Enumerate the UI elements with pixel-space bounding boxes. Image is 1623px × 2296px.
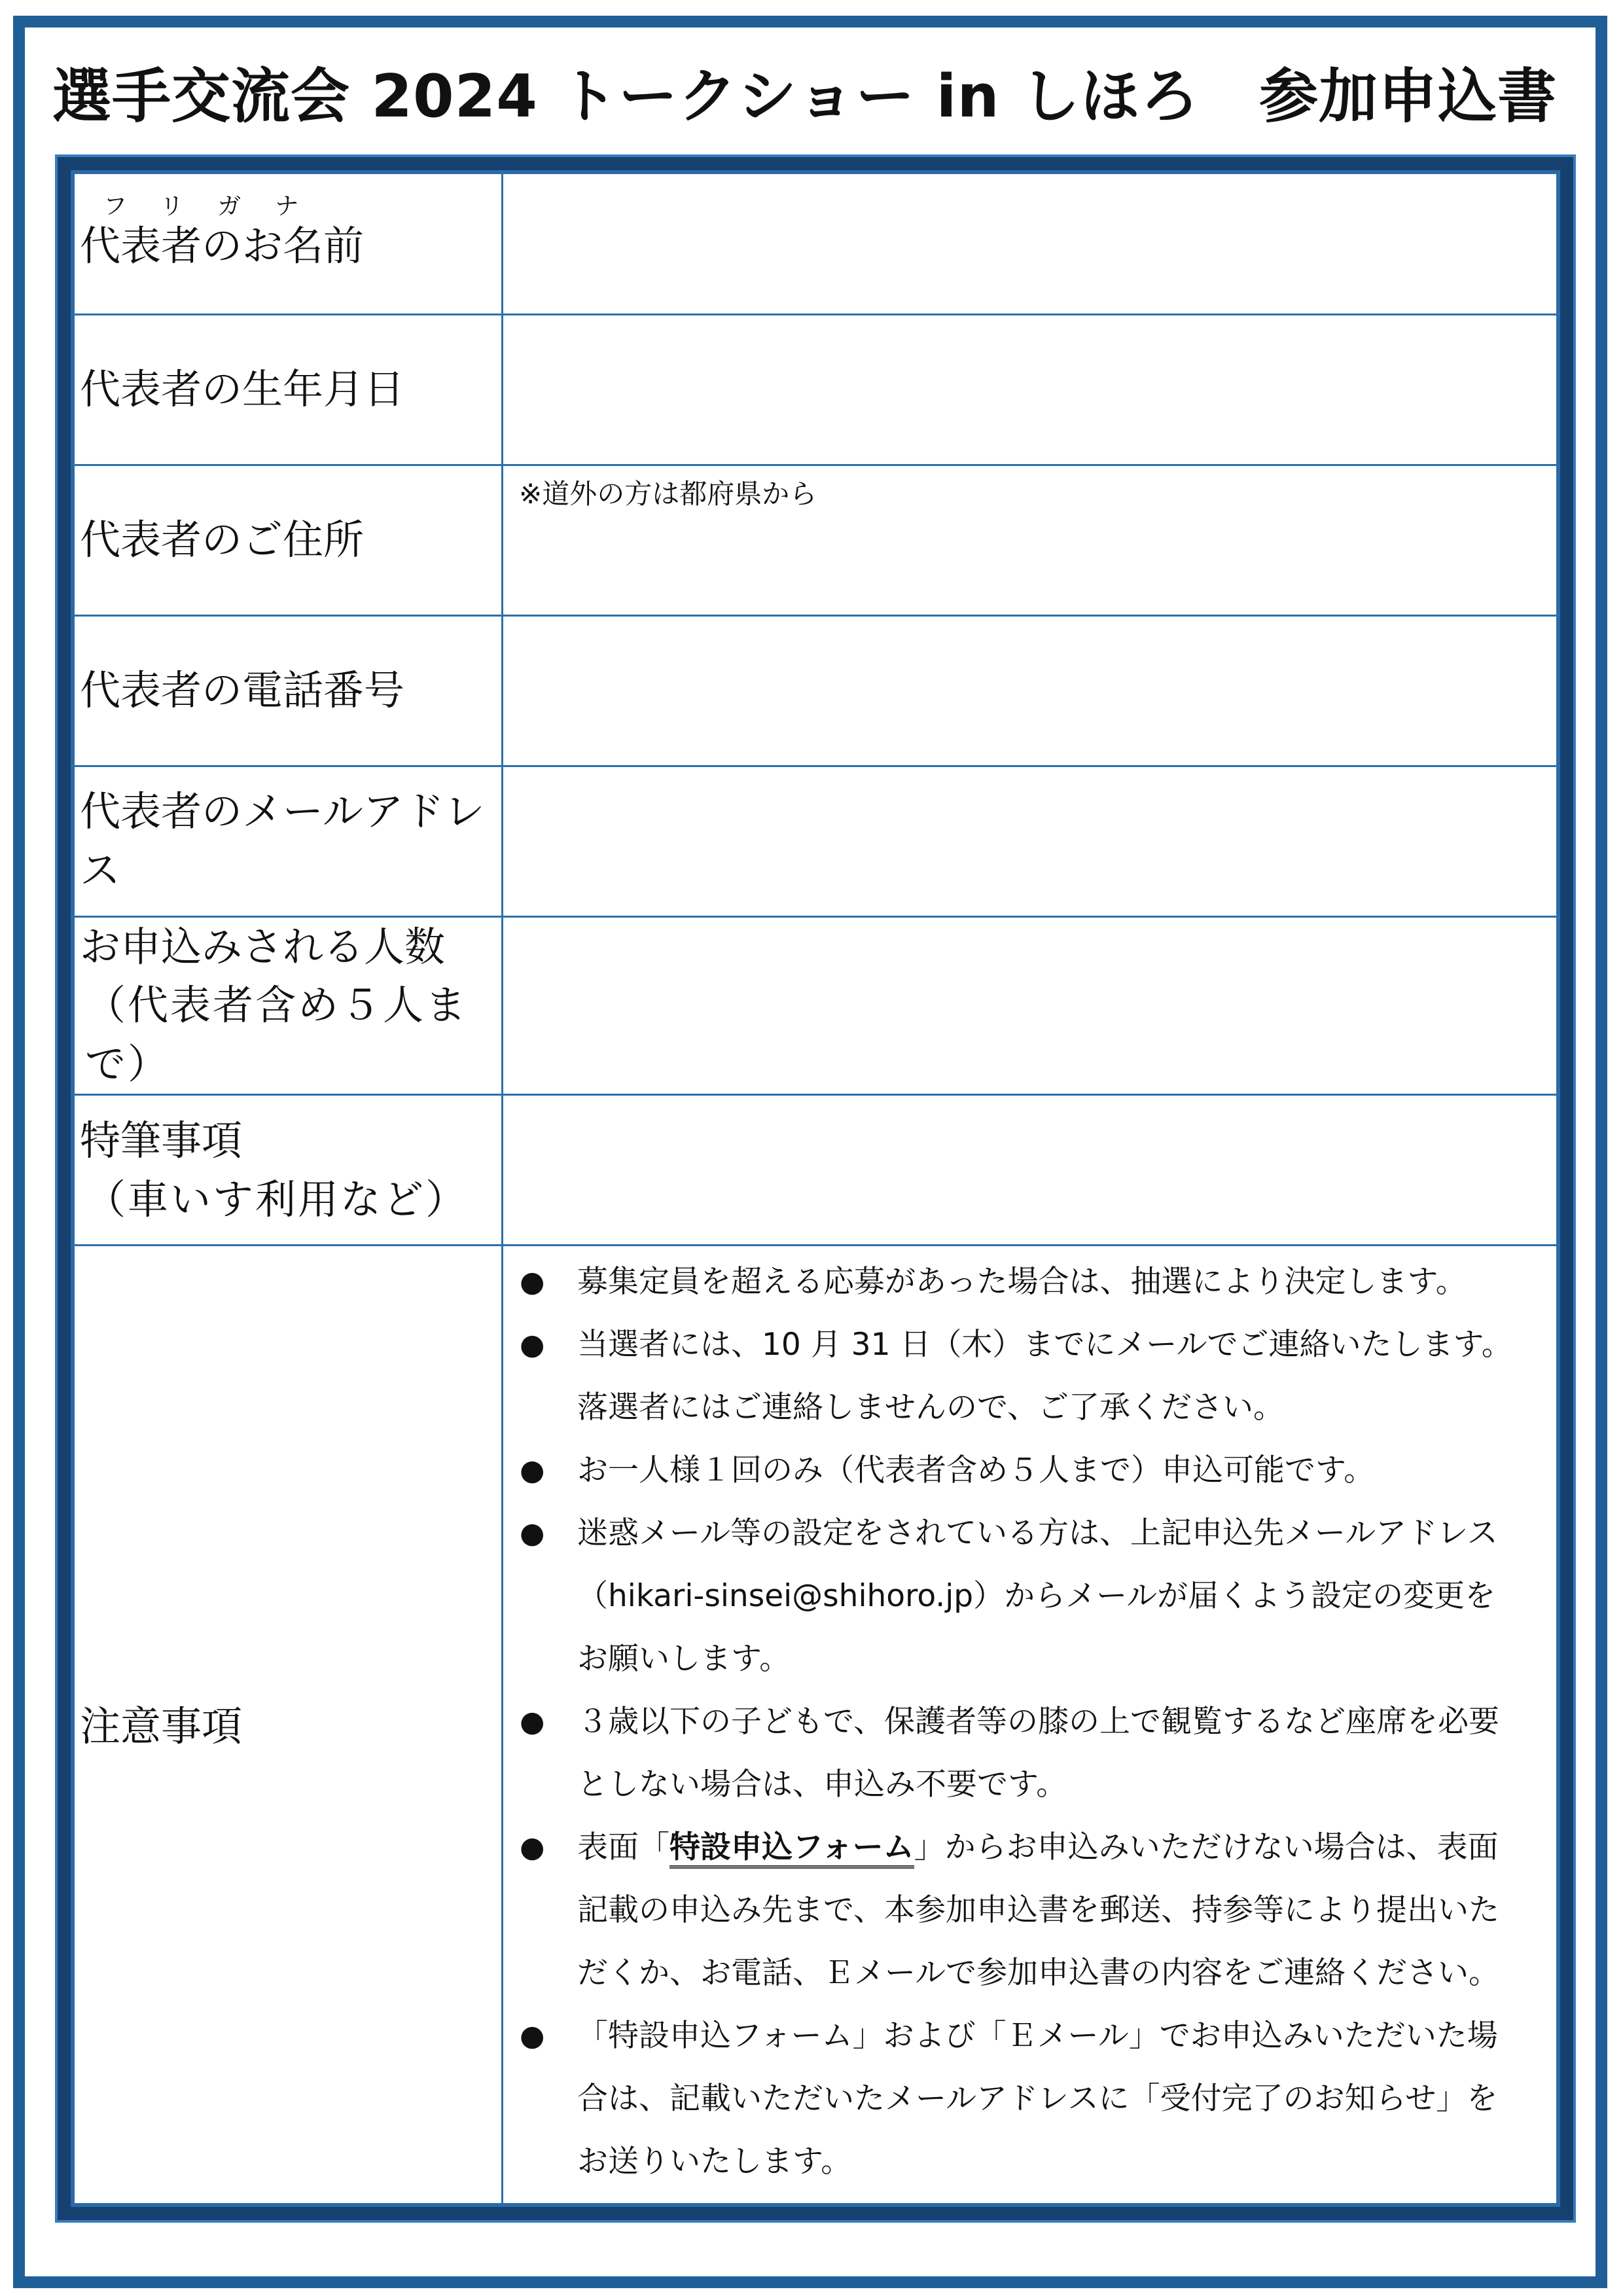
email-input-cell[interactable] xyxy=(503,766,1567,916)
participants-input-cell[interactable] xyxy=(503,916,1567,1095)
note-prefix: 表面「 xyxy=(577,1829,669,1866)
bullet-icon: ● xyxy=(520,2019,545,2053)
note-text: （hikari-sinsei@shihoro.jp）からメールが届くよう設定の変更を xyxy=(577,1578,1496,1615)
notes-label: 注意事項 xyxy=(64,1246,503,2214)
name-label: 代表者のお名前 xyxy=(80,222,365,270)
name-input-cell[interactable] xyxy=(503,164,1567,314)
bullet-icon: ● xyxy=(520,1265,545,1299)
notes-list xyxy=(504,1247,1560,2206)
note-text: 「特設申込フォーム」および「Ｅメール」でお申込みいただいた場 xyxy=(577,2018,1498,2054)
special-notes-row xyxy=(64,1095,1567,1246)
bullet-icon: ● xyxy=(520,1705,545,1739)
note-text: 当選者には、10 月 31 日（木）までにメールでご連絡いたします。 xyxy=(577,1327,1512,1363)
application-form-table xyxy=(58,157,1573,2220)
special-notes-sublabel: （車いす利用など） xyxy=(85,1175,469,1223)
address-input-cell[interactable] xyxy=(503,465,1567,615)
special-notes-label-cell xyxy=(64,1095,503,1246)
special-form-link[interactable]: 特設申込フォーム xyxy=(669,1829,914,1869)
note-text: 募集定員を超える応募があった場合は、抽選により決定します。 xyxy=(577,1264,1467,1300)
participants-sublabel: （代表者含め５人まで） xyxy=(85,981,469,1088)
note-item xyxy=(520,1502,1544,1691)
note-item xyxy=(520,1816,1544,2005)
note-text xyxy=(577,1816,1544,1879)
note-text: お願いします。 xyxy=(577,1641,791,1677)
phone-label: 代表者の電話番号 xyxy=(64,615,503,766)
bullet-icon: ● xyxy=(520,1831,545,1865)
note-item xyxy=(520,2005,1544,2193)
note-text: としない場合は、申込み不要です。 xyxy=(577,1767,1067,1803)
note-item xyxy=(520,1439,1544,1502)
address-row xyxy=(64,465,1567,615)
phone-input-cell[interactable] xyxy=(503,615,1567,766)
note-text: 落選者にはご連絡しませんので、ご了承ください。 xyxy=(577,1390,1285,1426)
notes-content-cell xyxy=(503,1246,1567,2214)
document-title: 選手交流会 2024 トークショー in しほろ 参加申込書 xyxy=(52,62,1557,131)
note-suffix: 」からお申込みいただけない場合は、表面 xyxy=(914,1829,1499,1866)
address-hint: ※道外の方は都府県から xyxy=(519,477,817,510)
phone-row xyxy=(64,615,1567,766)
birthdate-row xyxy=(64,314,1567,465)
birthdate-label: 代表者の生年月日 xyxy=(64,314,503,465)
name-row xyxy=(64,164,1567,314)
note-item xyxy=(520,1691,1544,1816)
note-text: 合は、記載いただいたメールアドレスに「受付完了のお知らせ」を xyxy=(577,2081,1498,2117)
furigana-label: フリガナ xyxy=(103,193,333,221)
special-notes-label: 特筆事項 xyxy=(80,1116,243,1164)
note-text: だくか、お電話、Ｅメールで参加申込書の内容をご連絡ください。 xyxy=(577,1955,1500,1992)
participants-row xyxy=(64,916,1567,1095)
note-text: 記載の申込み先まで、本参加申込書を郵送、持参等により提出いた xyxy=(577,1892,1500,1929)
special-notes-input-cell[interactable] xyxy=(503,1095,1567,1246)
name-label-cell xyxy=(64,164,503,314)
note-text: ３歳以下の子どもで、保護者等の膝の上で観覧するなど座席を必要 xyxy=(577,1704,1500,1740)
bullet-icon: ● xyxy=(520,1516,545,1551)
notes-row xyxy=(64,1246,1567,2214)
note-text: 迷惑メール等の設定をされている方は、上記申込先メールアドレス xyxy=(577,1515,1498,1552)
email-row xyxy=(64,766,1567,916)
email-label: 代表者のメールアドレス xyxy=(64,766,503,916)
note-item xyxy=(520,1314,1544,1439)
birthdate-input-cell[interactable] xyxy=(503,314,1567,465)
bullet-icon: ● xyxy=(520,1328,545,1362)
note-text: お一人様１回のみ（代表者含め５人まで）申込可能です。 xyxy=(577,1452,1375,1489)
participants-label-cell xyxy=(64,916,503,1095)
note-item xyxy=(520,1251,1544,1314)
bullet-icon: ● xyxy=(520,1454,545,1488)
address-label: 代表者のご住所 xyxy=(64,465,503,615)
participants-label: お申込みされる人数 xyxy=(80,922,446,971)
note-text: お送りいたします。 xyxy=(577,2144,852,2180)
